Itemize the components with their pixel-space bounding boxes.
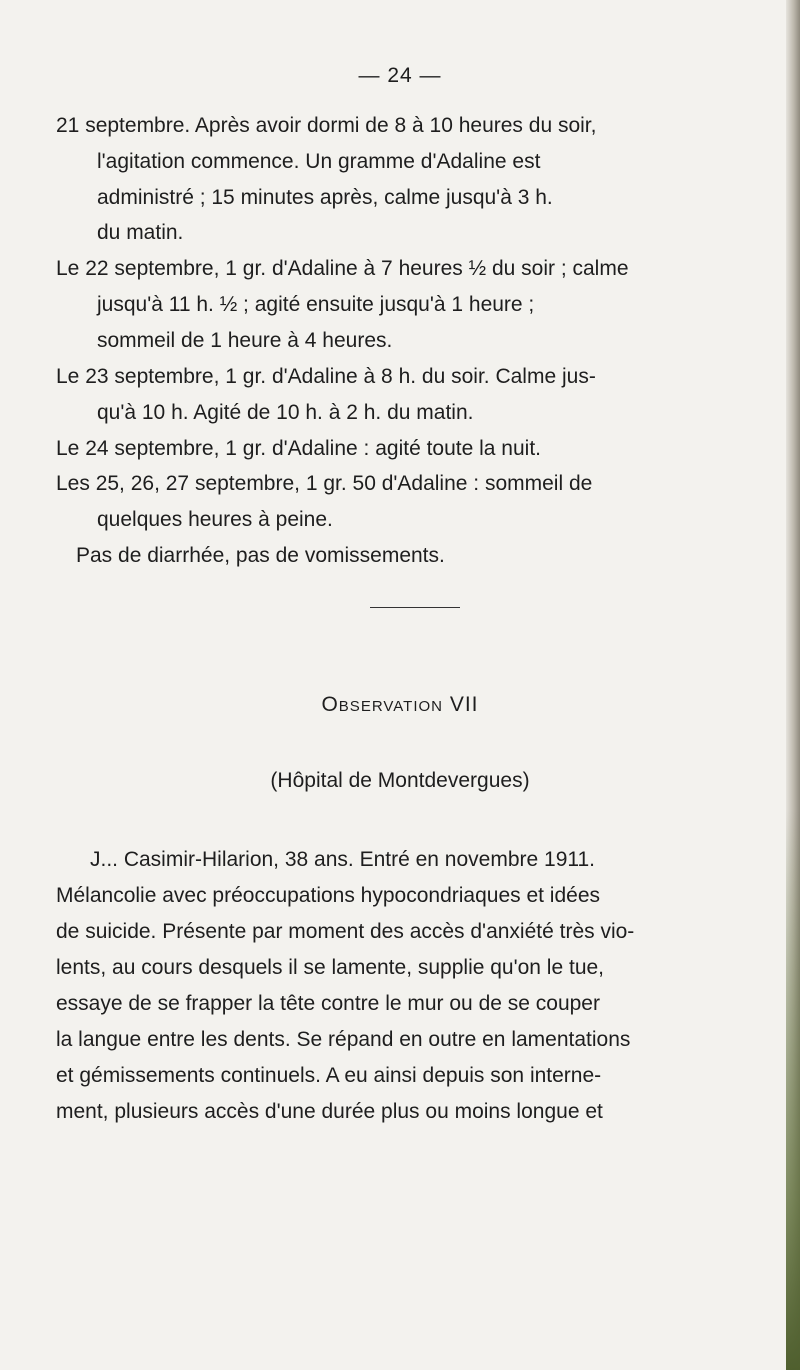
- entry-line: Le 24 septembre, 1 gr. d'Adaline : agité toute la nuit.: [56, 437, 541, 460]
- entry-line: du matin.: [97, 221, 184, 244]
- paragraph-line: la langue entre les dents. Se répand en outre en lamentations: [56, 1028, 631, 1051]
- entry-line: Les 25, 26, 27 septembre, 1 gr. 50 d'Adaline : sommeil de: [56, 472, 593, 495]
- page-number: — 24 —: [358, 64, 442, 87]
- paragraph-line: J... Casimir-Hilarion, 38 ans. Entré en novembre 1911.: [90, 848, 596, 871]
- paragraph-line: lents, au cours desquels il se lamente, supplie qu'on le tue,: [56, 956, 605, 979]
- entry-line: administré ; 15 minutes après, calme jusqu'à 3 h.: [97, 186, 553, 209]
- paragraph-line: Mélancolie avec préoccupations hypocondriaques et idées: [56, 884, 601, 907]
- entry-line: jusqu'à 11 h. ½ ; agité ensuite jusqu'à 1 heure ;: [97, 293, 535, 316]
- entry-line: qu'à 10 h. Agité de 10 h. à 2 h. du matin.: [97, 401, 474, 424]
- observation-title: [0, 693, 800, 717]
- paragraph-line: essaye de se frapper la tête contre le mur ou de se couper: [56, 992, 600, 1015]
- observation-title-text: Observation VII: [321, 693, 479, 716]
- entry-line: 21 septembre. Après avoir dormi de 8 à 10 heures du soir,: [56, 114, 597, 137]
- paragraph-line: de suicide. Présente par moment des accès d'anxiété très vio-: [56, 920, 635, 943]
- entry-line: l'agitation commence. Un gramme d'Adaline est: [97, 150, 541, 173]
- paragraph-line: et gémissements continuels. A eu ainsi depuis son interne-: [56, 1064, 602, 1087]
- entry-line: Le 22 septembre, 1 gr. d'Adaline à 7 heures ½ du soir ; calme: [56, 257, 629, 280]
- entry-line: sommeil de 1 heure à 4 heures.: [97, 329, 393, 352]
- entry-line: quelques heures à peine.: [97, 508, 333, 531]
- section-divider: [370, 607, 460, 608]
- entry-line: Pas de diarrhée, pas de vomissements.: [76, 544, 445, 567]
- observation-subtitle: (Hôpital de Montdevergues): [270, 769, 530, 792]
- page-edge-shadow: [786, 0, 800, 1370]
- entry-line: Le 23 septembre, 1 gr. d'Adaline à 8 h. du soir. Calme jus-: [56, 365, 596, 388]
- paragraph-line: ment, plusieurs accès d'une durée plus ou moins longue et: [56, 1100, 603, 1123]
